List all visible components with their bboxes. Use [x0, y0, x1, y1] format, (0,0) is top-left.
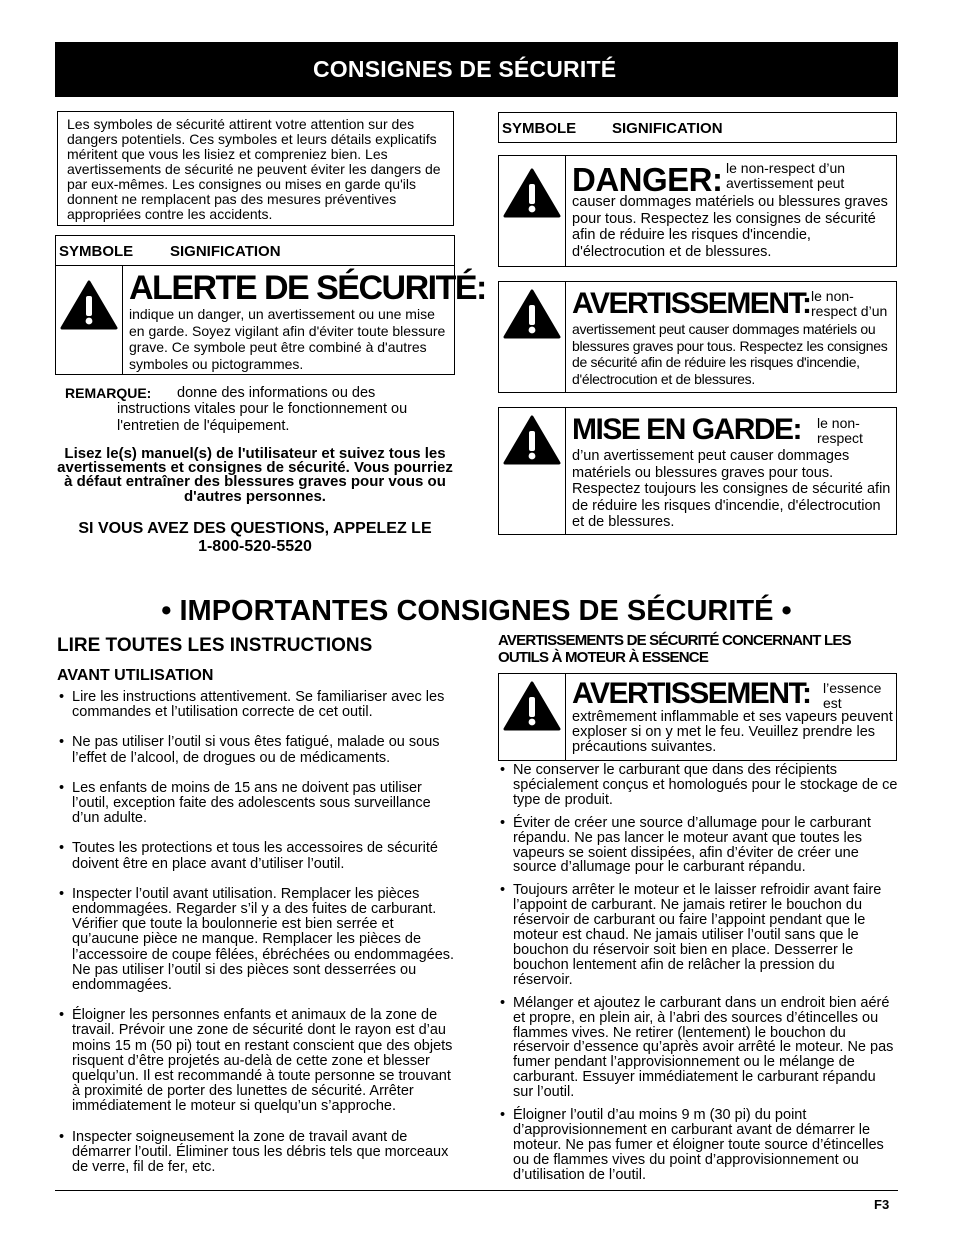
icon-cell — [499, 156, 566, 266]
footer-divider — [55, 1190, 898, 1191]
danger-text: causer dommages matériels ou blessures graves pour tous. Respectez les consignes de sécurité afin de réduire les risques d'incendie, d'électrocution et de blessures. — [572, 194, 888, 260]
right-instruction-list — [498, 763, 898, 1191]
col-meaning-right: SIGNIFICATION — [612, 120, 723, 137]
caution-inline-text: le non-respect — [817, 415, 863, 446]
fuel-warning-title: AVERTISSEMENT: — [572, 677, 811, 710]
warning-triangle-icon — [503, 681, 561, 731]
warning-text: avertissement peut causer dommages matériels ou blessures graves pour tous. Respectez les consignes de sécurité afin de réduire les risques d'incendie, d'électrocution et de blessures. — [572, 321, 888, 387]
page-number: F3 — [874, 1197, 890, 1212]
list-item: • Lire les instructions attentivement. Se familiariser avec les commandes et l’utilisation correcte de cet outil. — [57, 690, 455, 720]
warning-triangle-icon — [60, 280, 118, 330]
important-title: • IMPORTANTES CONSIGNES DE SÉCURITÉ • — [161, 595, 792, 627]
fuel-warning-inline-text: l’essence est — [823, 680, 882, 711]
danger-inline-text: le non-respect d’un avertissement peut — [726, 160, 846, 191]
intro-box: Les symboles de sécurité attirent votre attention sur des dangers potentiels. Ces symboles et leurs détails explicatifs méritent que vous les lisiez et compreniez bien. Les avertissements de sécurité ne peuvent éviter les dangers de par eux-mêmes. Les consignes ou mises en garde qu'ils donnent ne remplacent pas des mesures préventives appropriées contre les accidents. — [57, 111, 454, 226]
left-subheading: AVANT UTILISATION — [57, 667, 214, 684]
list-item: • Toujours arrêter le moteur et le laisser refroidir avant faire l’appoint de carburant. Ne jamais retirer le bouchon du réservoir de carburant ou faire l’appoint pendant que le moteur est chaud. Ne jamais utiliser l’outil sans que le bouchon du réservoir soit bien en place. Desserrer le bouchon lentement afin de relâcher la pression du réservoir. — [498, 883, 898, 987]
icon-cell — [499, 674, 566, 760]
caution-box — [498, 407, 897, 535]
danger-title: DANGER: — [572, 161, 723, 198]
list-item: • Inspecter soigneusement la zone de travail avant de démarrer l’outil. Éliminer tous les débris tels que morceaux de verre, fil de fer, etc. — [57, 1130, 455, 1176]
note-label: REMARQUE: — [65, 385, 152, 401]
warning-triangle-icon — [503, 168, 561, 218]
list-item: • Toutes les protections et tous les accessoires de sécurité doivent être en place avant d’utiliser l’outil. — [57, 841, 455, 871]
list-item: • Les enfants de moins de 15 ans ne doivent pas utiliser l’outil, exception faite des adolescents sous surveillance d’un adulte. — [57, 781, 455, 827]
right-heading: AVERTISSEMENTS DE SÉCURITÉ CONCERNANT LES OUTILS À MOTEUR À ESSENCE — [498, 632, 851, 666]
list-item: • Mélanger et ajoutez le carburant dans un endroit bien aéré et propre, en plein air, à l’abri des sources d’étincelles ou flammes vives. Ne retirer (lentement) le bouchon du réservoir d’essence qu’après avoir arrêté le moteur. Ne pas fumer pendant l’approvisionnement ou le mélange de carburant. Essuyer immédiatement le carburant répandu sur l’outil. — [498, 996, 898, 1100]
phone-number: 1-800-520-5520 — [198, 538, 312, 555]
read-manual-notice: Lisez le(s) manuel(s) de l'utilisateur et suivez tous les avertissements et consignes de sécurité. Vous pourriez à défaut entraîner des blessures graves pour vous ou d'autres personnes. — [57, 445, 453, 505]
warning-inline-text: le non-respect d’un — [811, 288, 888, 319]
alert-title: ALERTE DE SÉCURITÉ: — [129, 269, 486, 307]
section-header — [55, 42, 898, 97]
note-text: donne des informations ou des instructions vitales pour le fonctionnement ou l'entretien de l'équipement. — [117, 385, 408, 434]
symbol-table-header — [55, 235, 455, 266]
section-title: CONSIGNES DE SÉCURITÉ — [313, 56, 617, 82]
caution-title: MISE EN GARDE: — [572, 413, 802, 446]
alert-text: indique un danger, un avertissement ou une mise en garde. Soyez vigilant afin d'éviter toute blessure grave. Ce symbole peut être combiné à d'autres symboles ou pictogrammes. — [129, 306, 446, 372]
list-item: • Éloigner l’outil d’au moins 9 m (30 pi) du point d’approvisionnement en carburant avant de démarrer le moteur. Ne pas fumer et éloigner toute source d’étincelles ou de flammes vives du point d’approvisionnement ou d’utilisation de l’outil. — [498, 1108, 898, 1183]
questions-line: SI VOUS AVEZ DES QUESTIONS, APPELEZ LE — [78, 520, 432, 537]
list-item: • Ne pas utiliser l’outil si vous êtes fatigué, malade ou sous l’effet de l’alcool, de drogues ou de médicaments. — [57, 735, 455, 765]
questions-notice — [55, 520, 455, 556]
fuel-warning-box — [498, 673, 897, 761]
list-item: • Inspecter l’outil avant utilisation. Remplacer les pièces endommagées. Regarder s’il y a des fuites de carburant. Vérifier que toute la boulonnerie est bien serrée et qu’aucune pièce ne manque. Remplacer les pièces de l’accessoire de coupe fêlées, ébréchées ou endommagées. Ne pas utiliser l’outil si des pièces sont desserrées ou endommagées. — [57, 887, 455, 993]
col-symbol-right: SYMBOLE — [502, 120, 577, 137]
icon-cell — [56, 266, 123, 374]
list-item: • Ne conserver le carburant que dans des récipients spécialement conçus et homologués pour le stockage de ce type de produit. — [498, 763, 898, 808]
list-item: • Éloigner les personnes enfants et animaux de la zone de travail. Prévoir une zone de sécurité dont le rayon est d’au moins 15 m (50 pi) tout en restant conscient que des objets risquent d’être projetés au-delà de cette zone et blesser quelqu’un. Il est recommandé à toute personne se trouvant à proximité de porter des lunettes de sécurité. Arrêter immédiatement le moteur si quelqu’un s’approche. — [57, 1008, 455, 1114]
fuel-warning-text: extrêmement inflammable et ses vapeurs peuvent exploser si on y met le feu. Veuillez prendre les précautions suivantes. — [572, 709, 893, 755]
left-instruction-list — [57, 690, 455, 1190]
left-heading: LIRE TOUTES LES INSTRUCTIONS — [57, 635, 373, 656]
col-symbol: SYMBOLE — [59, 243, 134, 260]
warning-triangle-icon — [503, 289, 561, 339]
warning-title: AVERTISSEMENT: — [572, 287, 811, 320]
icon-cell — [499, 282, 566, 392]
list-item: • Éviter de créer une source d’allumage pour le carburant répandu. Ne pas lancer le moteur avant que toutes les vapeurs se soient dissipées, afin d’éviter de créer une source d’allumage pour le carburant répandu. — [498, 816, 898, 876]
safety-alert-box — [55, 265, 486, 375]
caution-text: d’un avertissement peut causer dommages matériels ou blessures graves pour tous. Respectez toujours les consignes de sécurité afin de réduire les risques d'incendie, d'électrocution et de blessures. — [572, 448, 891, 530]
symbol-table-header-right — [498, 112, 897, 143]
warning-triangle-icon — [503, 415, 561, 465]
col-meaning: SIGNIFICATION — [170, 243, 281, 260]
danger-box — [498, 155, 897, 267]
warning-box — [498, 281, 897, 393]
icon-cell — [499, 408, 566, 534]
